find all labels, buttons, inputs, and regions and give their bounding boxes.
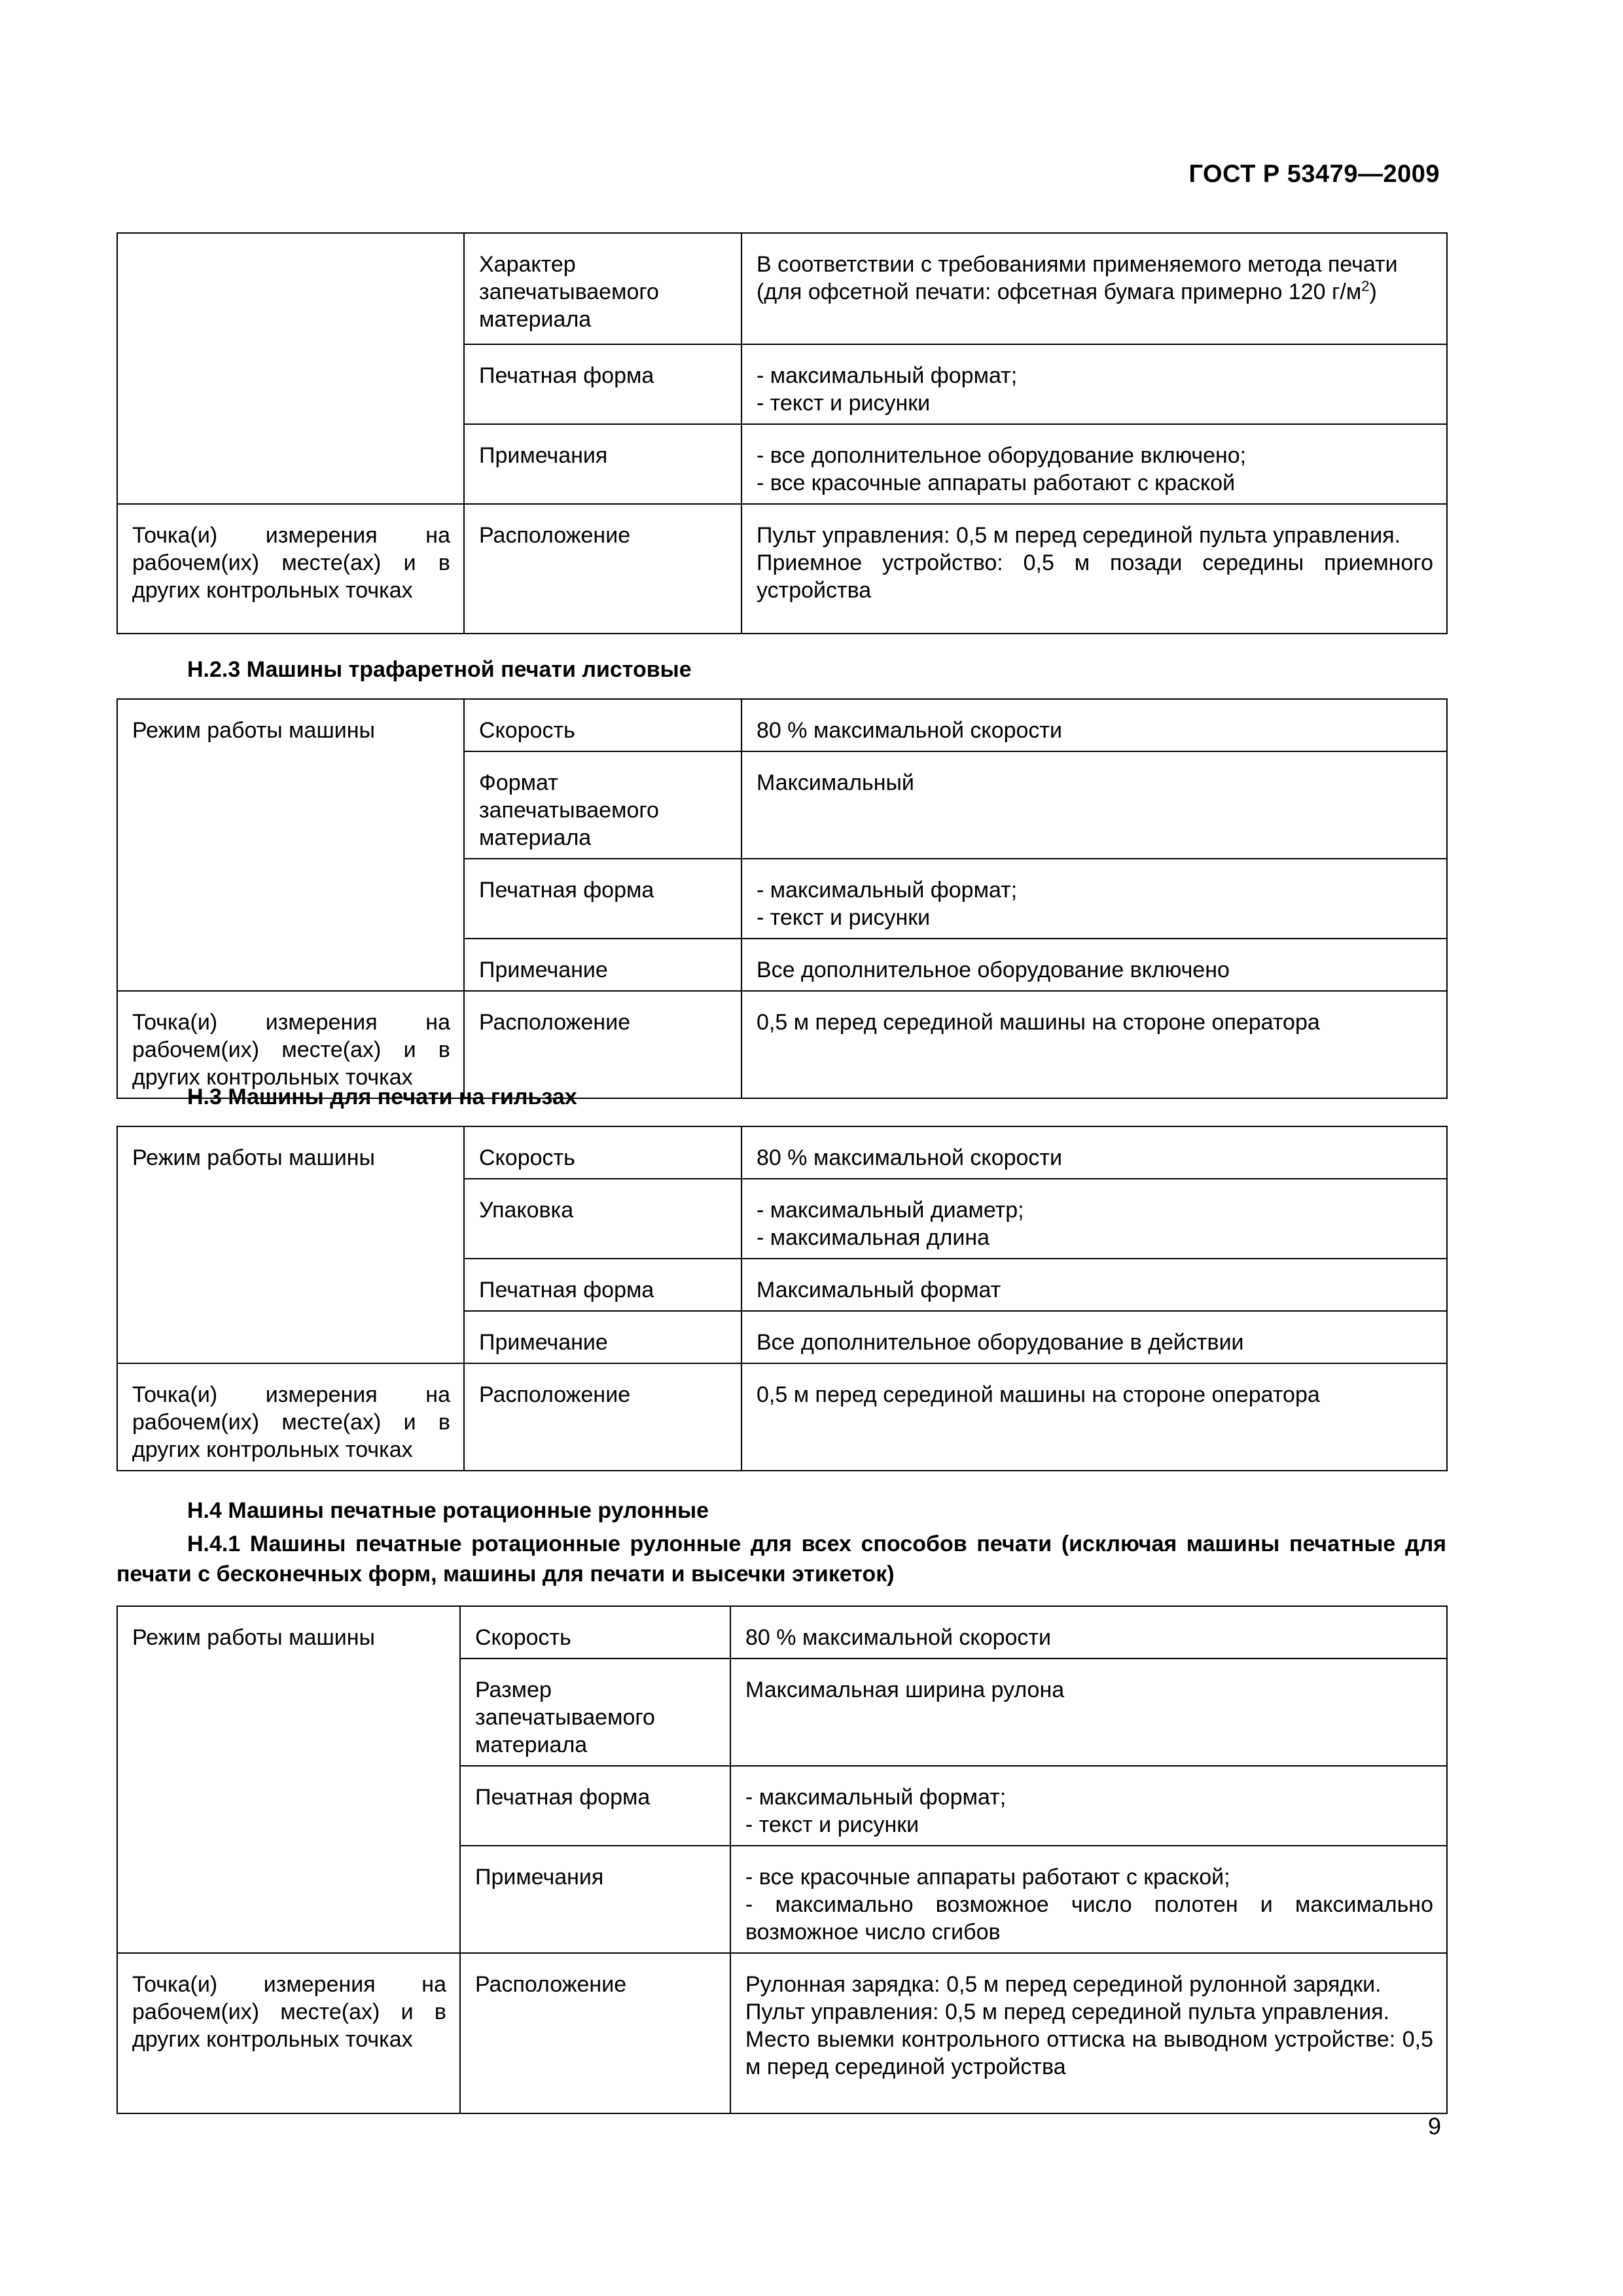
value-line: - текст и рисунки	[745, 1812, 919, 1837]
value-line: Пульт управления: 0,5 м перед серединой пульта управления.	[745, 2000, 1390, 2024]
table-cell-param: Скорость	[464, 699, 741, 751]
value-line: (для офсетной печати: офсетная бумага примерно 120 $г/м^2$)	[757, 278, 1377, 304]
superscript: 2	[1361, 278, 1370, 295]
table-cell-param: Печатная форма	[460, 1766, 730, 1846]
table-cell-param: Примечание	[464, 1311, 741, 1363]
value-line: Рулонная зарядка: 0,5 м перед серединой рулонной зарядки.	[745, 1972, 1382, 1997]
value-line: - текст и рисунки	[757, 391, 931, 416]
value-line: В соответствии с требованиями применяемого метода печати	[757, 252, 1398, 277]
table-cell-value	[741, 424, 1447, 504]
value-line: - все красочные аппараты работают с краской	[757, 471, 1236, 495]
table-cell-label: Точка(и) измерения на рабочем(их) месте(ах) и в других контрольных точках	[117, 1953, 460, 2113]
table-cell-value	[741, 344, 1447, 424]
table-cell-label: Режим работы машины	[117, 1126, 464, 1363]
table-cell-value	[730, 1766, 1447, 1846]
section-subheading-h41: Н.4.1 Машины печатные ротационные рулонные для всех способов печати (исключая машины печатные для печати с бесконечных форм, машины для печати и высечки этикеток)	[116, 1532, 1446, 1587]
table-cell-param: Размер запечатываемого материала	[460, 1659, 730, 1766]
value-line: Приемное устройство: 0,5 м позади середины приемного устройства	[757, 550, 1433, 603]
table-cell-value	[741, 233, 1447, 344]
value-line: - все дополнительное оборудование включено;	[757, 443, 1247, 468]
table-cell-value	[730, 1846, 1447, 1953]
value-line: - максимально возможное число полотен и максимально возможное число сгибов	[745, 1892, 1433, 1945]
table-cell-value: Максимальный формат	[741, 1259, 1447, 1311]
table-cell-value	[730, 1953, 1447, 2113]
value-line: - все красочные аппараты работают с краской;	[745, 1865, 1230, 1890]
table-cell-param: Характер запечатываемого материала	[464, 233, 741, 344]
table-cell-param: Упаковка	[464, 1179, 741, 1259]
table-cell-value: 80 % максимальной скорости	[730, 1606, 1447, 1659]
table-cell-value	[741, 859, 1447, 939]
value-line: Пульт управления: 0,5 м перед серединой пульта управления.	[757, 523, 1401, 548]
table-cell-param: Расположение	[464, 1363, 741, 1471]
section-heading-h23: Н.2.3 Машины трафаретной печати листовые	[187, 657, 692, 682]
section-heading-h3: Н.3 Машины для печати на гильзах	[187, 1085, 577, 1109]
table-cell-value: Все дополнительное оборудование в действии	[741, 1311, 1447, 1363]
table-cell-param: Расположение	[460, 1953, 730, 2113]
value-line: - максимальный формат;	[757, 878, 1018, 903]
table-continuation	[116, 232, 1446, 634]
table-cell-value: 80 % максимальной скорости	[741, 699, 1447, 751]
table-cell-param: Примечание	[464, 939, 741, 991]
table-cell-param: Печатная форма	[464, 1259, 741, 1311]
table-cell-param: Примечания	[460, 1846, 730, 1953]
value-line: - максимальная длина	[757, 1225, 990, 1250]
table-cell-param: Расположение	[464, 991, 741, 1098]
table-cell-label: Точка(и) измерения на рабочем(их) месте(ах) и в других контрольных точках	[117, 504, 464, 634]
table-cell-param: Скорость	[464, 1126, 741, 1179]
value-line: Место выемки контрольного оттиска на выводном устройстве: 0,5 м перед серединой устройства	[745, 2027, 1433, 2079]
section-heading-h4: Н.4 Машины печатные ротационные рулонные	[187, 1498, 709, 1523]
value-line: - максимальный формат;	[745, 1785, 1007, 1810]
table-cell-value: 0,5 м перед серединой машины на стороне оператора	[741, 1363, 1447, 1471]
table-cell-value: 0,5 м перед серединой машины на стороне оператора	[741, 991, 1447, 1098]
table-cell-label: Режим работы машины	[117, 1606, 460, 1953]
table-cell-value: Все дополнительное оборудование включено	[741, 939, 1447, 991]
table-h3	[116, 1126, 1446, 1471]
table-cell-value: Максимальная ширина рулона	[730, 1659, 1447, 1766]
value-line: - максимальный диаметр;	[757, 1198, 1024, 1223]
table-cell-param: Формат запечатываемого материала	[464, 751, 741, 859]
page-number: 9	[1427, 2113, 1441, 2140]
table-cell-value: Максимальный	[741, 751, 1447, 859]
table-h23	[116, 698, 1446, 1099]
table-cell-label	[117, 233, 464, 504]
value-line: - максимальный формат;	[757, 363, 1018, 388]
document-header: ГОСТ Р 53479—2009	[1188, 160, 1440, 188]
table-cell-param: Расположение	[464, 504, 741, 634]
table-cell-param: Печатная форма	[464, 859, 741, 939]
table-cell-param: Примечания	[464, 424, 741, 504]
table-cell-label: Режим работы машины	[117, 699, 464, 991]
table-cell-value: 80 % максимальной скорости	[741, 1126, 1447, 1179]
table-cell-label: Точка(и) измерения на рабочем(их) месте(ах) и в других контрольных точках	[117, 991, 464, 1098]
table-cell-param: Печатная форма	[464, 344, 741, 424]
value-line: - текст и рисунки	[757, 905, 931, 930]
table-cell-value	[741, 504, 1447, 634]
table-cell-value	[741, 1179, 1447, 1259]
table-cell-label: Точка(и) измерения на рабочем(их) месте(ах) и в других контрольных точках	[117, 1363, 464, 1471]
table-cell-param: Скорость	[460, 1606, 730, 1659]
table-h41	[116, 1605, 1446, 2114]
